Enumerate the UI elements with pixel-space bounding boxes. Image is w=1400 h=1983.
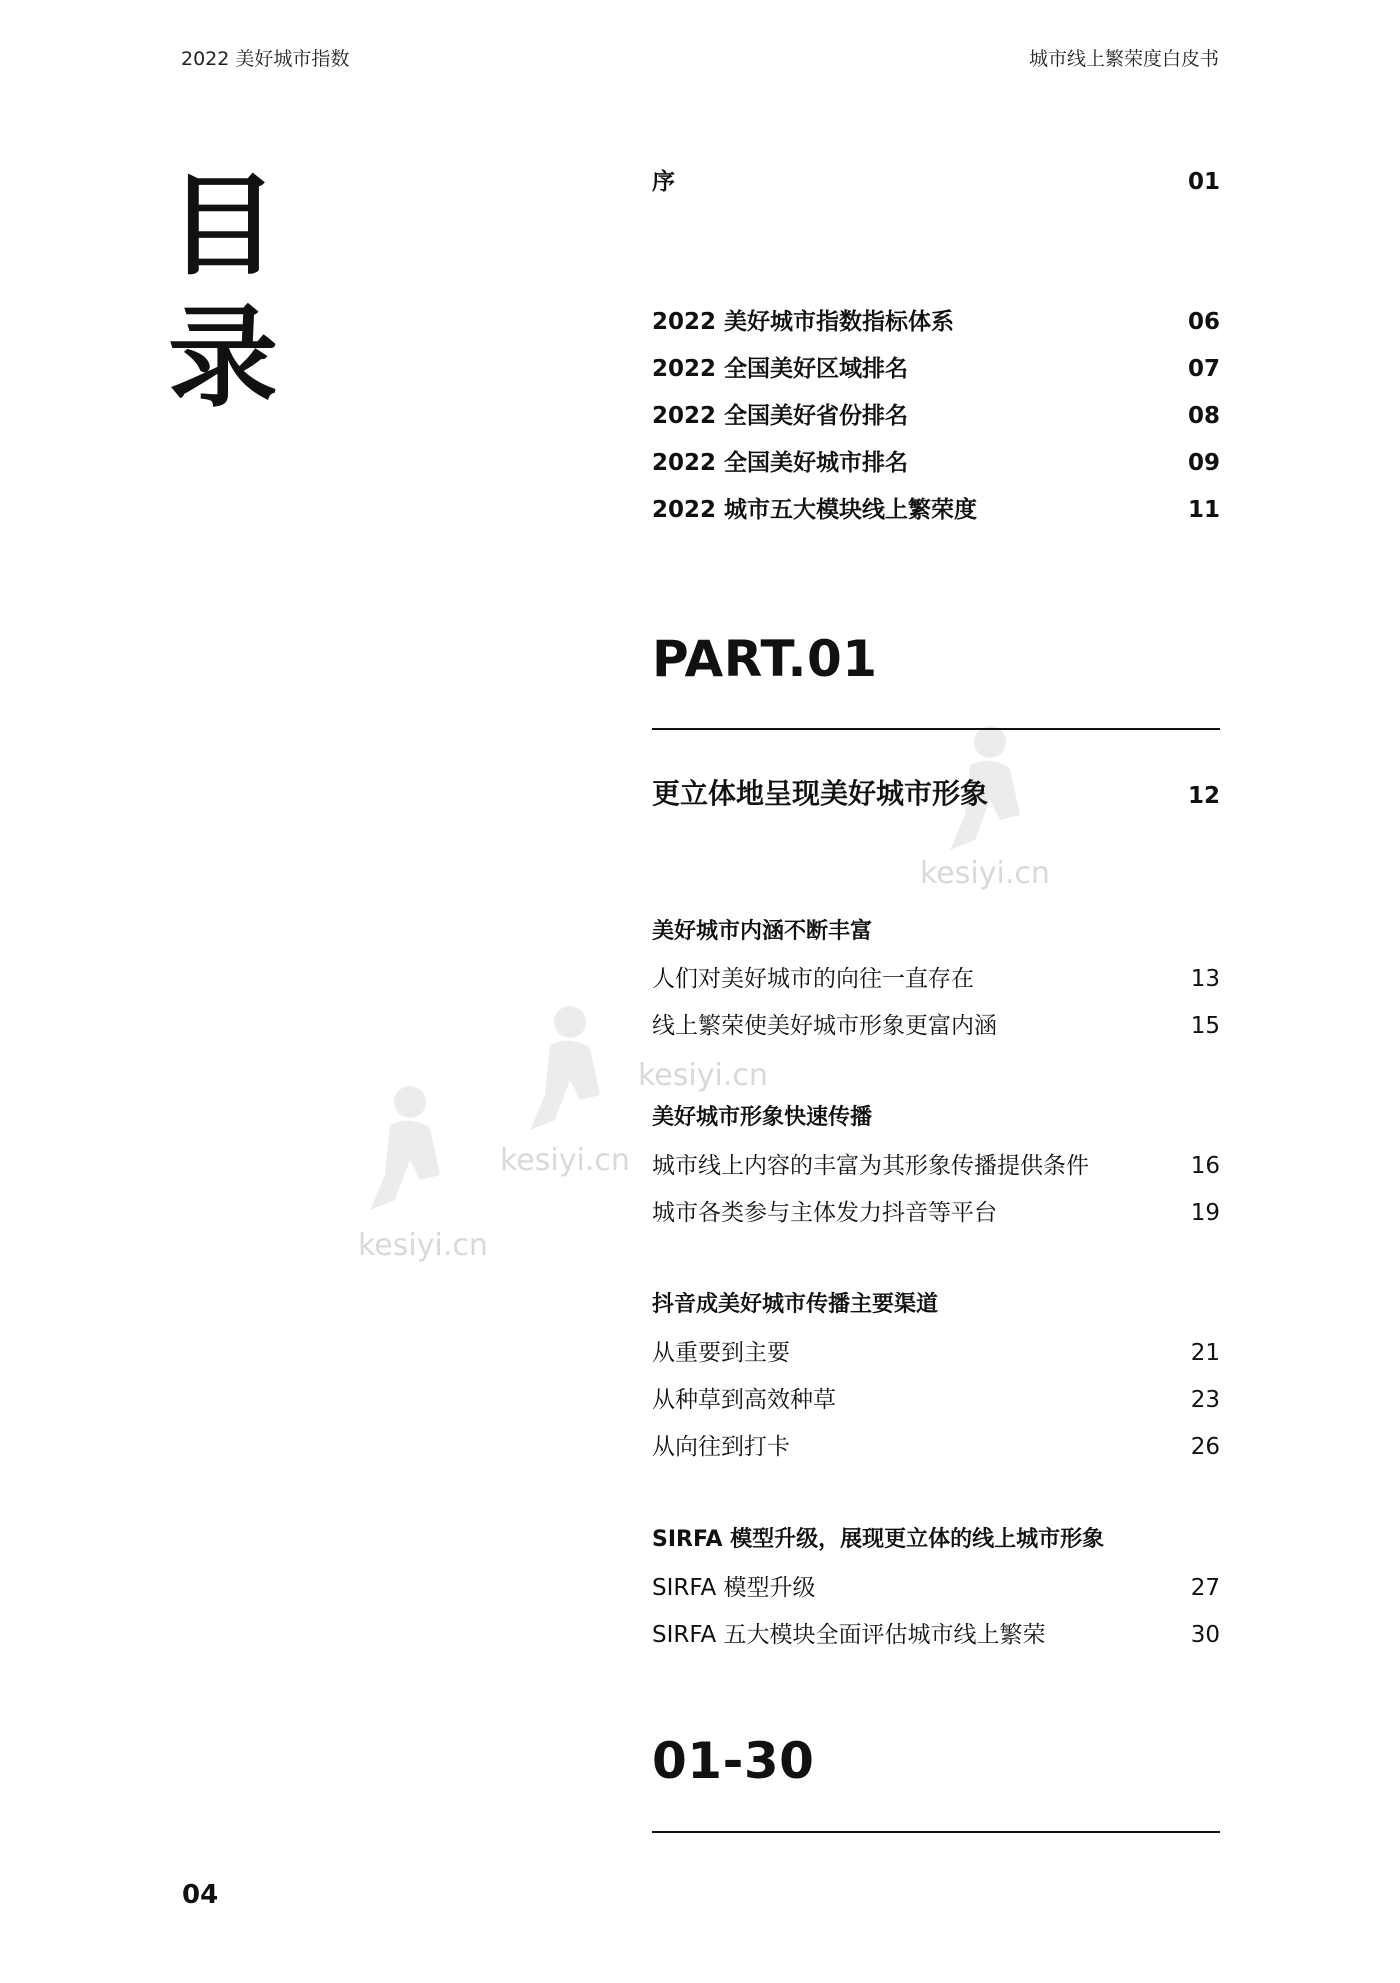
toc-item[interactable] [652,397,1220,430]
header-left-title: 2022 美好城市指数 [181,48,350,70]
watermark-figure-icon [510,1000,630,1150]
part-page: 12 [1187,783,1220,809]
toc-item[interactable] [652,491,1220,524]
toc-item-page: 07 [1187,356,1220,382]
part-title-row[interactable] [652,772,1220,812]
section-heading: 抖音成美好城市传播主要渠道 [652,1292,939,1317]
toc-item[interactable] [652,303,1220,336]
header-right-title: 城市线上繁荣度白皮书 [1028,48,1219,70]
toc-subitem-title: 从向往到打卡 [652,1434,790,1460]
toc-subitem-title: SIRFA 五大模块全面评估城市线上繁荣 [652,1622,1046,1648]
toc-subitem-page: 26 [1190,1434,1220,1460]
toc-item[interactable] [652,350,1220,383]
toc-item-title: 2022 全国美好城市排名 [652,450,909,476]
section-heading: SIRFA 模型升级，展现更立体的线上城市形象 [652,1527,1105,1552]
toc-subitem[interactable] [652,1569,1220,1602]
page-number: 04 [182,1880,219,1910]
page-range: 01-30 [652,1732,815,1790]
toc-item-title: 序 [652,169,675,195]
page-title-char-1: 目 [168,162,278,290]
toc-subitem[interactable] [652,1007,1220,1040]
toc-item-page: 09 [1187,450,1220,476]
toc-subitem-page: 13 [1190,966,1220,992]
toc-item-page: 06 [1187,309,1220,335]
toc-subitem-page: 23 [1190,1387,1220,1413]
watermark-text: kesiyi.cn [638,1058,768,1093]
toc-subitem-page: 15 [1190,1013,1220,1039]
part-label: PART.01 [652,630,878,688]
watermark-text: kesiyi.cn [358,1228,488,1263]
toc-subitem-page: 30 [1190,1622,1220,1648]
part-title: 更立体地呈现美好城市形象 [652,777,989,810]
range-divider [652,1831,1220,1833]
toc-subitem[interactable] [652,960,1220,993]
toc-subitem-title: SIRFA 模型升级 [652,1575,816,1601]
part-divider [652,728,1220,730]
toc-subitem-page: 16 [1190,1153,1220,1179]
toc-subitem[interactable] [652,1381,1220,1414]
toc-item-title: 2022 美好城市指数指标体系 [652,309,955,335]
toc-subitem-title: 城市线上内容的丰富为其形象传播提供条件 [652,1153,1089,1179]
toc-subitem-title: 线上繁荣使美好城市形象更富内涵 [652,1013,997,1039]
toc-subitem[interactable] [652,1428,1220,1461]
section-heading: 美好城市形象快速传播 [652,1105,873,1130]
toc-subitem-page: 27 [1190,1575,1220,1601]
toc-item[interactable] [652,444,1220,477]
toc-subitem[interactable] [652,1616,1220,1649]
toc-item-page: 08 [1187,403,1220,429]
toc-subitem-title: 从种草到高效种草 [652,1387,836,1413]
toc-item[interactable] [652,163,1220,196]
toc-item-title: 2022 城市五大模块线上繁荣度 [652,497,978,523]
page-title [168,160,278,424]
toc-item-page: 01 [1187,169,1220,195]
toc-subitem-title: 人们对美好城市的向往一直存在 [652,966,974,992]
toc-item-title: 2022 全国美好省份排名 [652,403,909,429]
watermark-figure-icon [350,1080,470,1230]
watermark-text: kesiyi.cn [500,1143,630,1178]
watermark-text: kesiyi.cn [920,856,1050,891]
toc-subitem-page: 21 [1190,1340,1220,1366]
toc-subitem[interactable] [652,1147,1220,1180]
toc-item-title: 2022 全国美好区域排名 [652,356,909,382]
toc-subitem-title: 城市各类参与主体发力抖音等平台 [652,1200,997,1226]
section-heading: 美好城市内涵不断丰富 [652,919,873,944]
toc-subitem-page: 19 [1190,1200,1220,1226]
toc-subitem[interactable] [652,1194,1220,1227]
toc-subitem-title: 从重要到主要 [652,1340,790,1366]
page-title-char-2: 录 [168,294,278,422]
toc-item-page: 11 [1187,497,1220,523]
toc-subitem[interactable] [652,1334,1220,1367]
